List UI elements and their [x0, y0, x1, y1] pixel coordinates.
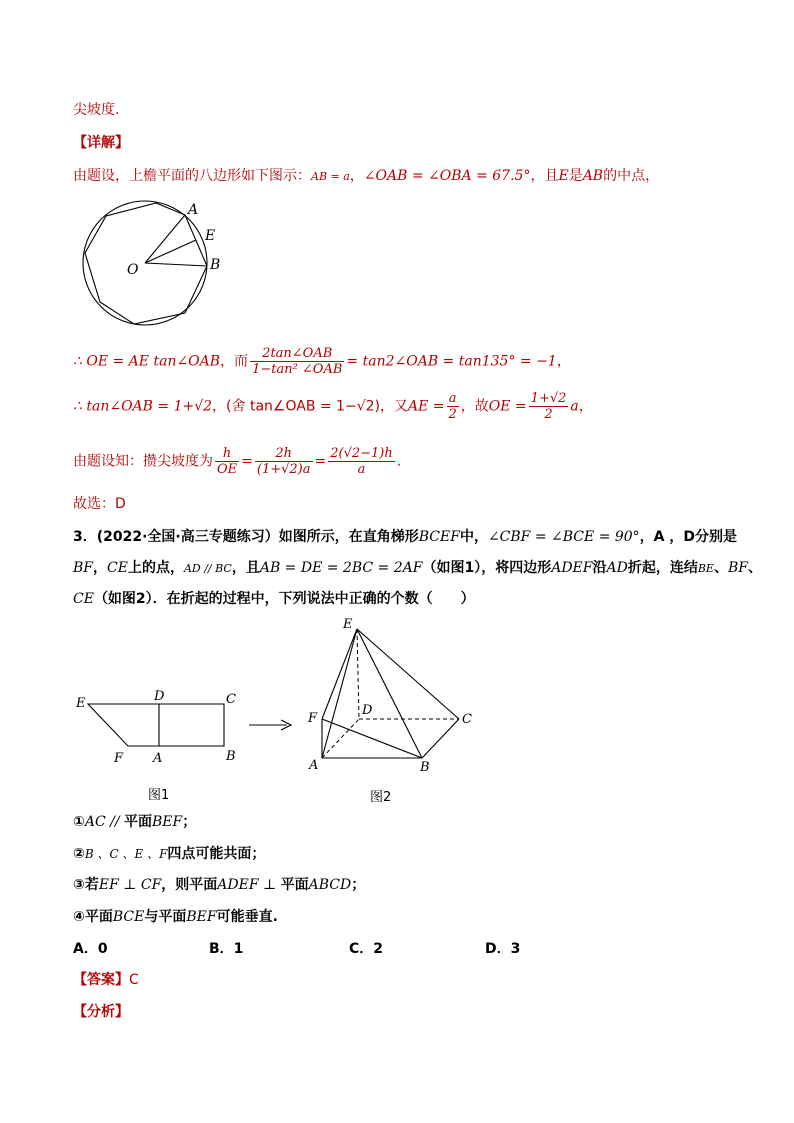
fig1-label-d: D — [154, 689, 165, 704]
option-a: A．0 — [73, 941, 108, 957]
solution-line-4: 由题设知：攒尖坡度为 $\frac{h}{OE}$ = $\frac{2h}{(1+√2)a}$ = $\frac{2(√2-1)h}{a}$ . — [73, 446, 402, 477]
fig2-label-a: A — [309, 758, 319, 773]
analysis-heading: 【分析】 — [73, 1004, 129, 1020]
segment-oe — [145, 240, 196, 263]
fig1-label-b: B — [226, 749, 236, 764]
fig1-caption: 图1 — [148, 788, 170, 803]
label-o: O — [127, 262, 139, 278]
figure-1-trapezoid — [70, 680, 250, 805]
choose-answer: 故选：D — [73, 496, 126, 512]
edge-fb — [322, 719, 422, 758]
fig1-label-f: F — [114, 751, 124, 766]
fig1-label-c: C — [226, 692, 236, 707]
answer-line — [73, 970, 139, 990]
solution-line-3: ∴ tan∠OAB = 1+√2，(舍 tan∠OAB = 1−√2)，又AE = $\frac{a}{2}$ ，故OE = $\frac{1+√2}{2}$ a， — [73, 391, 593, 422]
label-e: E — [205, 228, 216, 244]
edge-bc — [422, 719, 459, 758]
edge-eb — [357, 629, 422, 758]
fig2-label-f: F — [308, 711, 318, 726]
segment-ob — [145, 263, 207, 266]
text-fragment: 尖坡度. — [73, 102, 120, 118]
question-3-line-2: BF，CE上的点，AD // BC，且AB = DE = 2BC = 2AF（如图1），将四边形ADEF沿AD折起，连结BE、BF、 — [73, 560, 762, 576]
edge-ef — [322, 629, 357, 719]
fig1-label-a: A — [153, 751, 163, 766]
solution-line-1: 由题设，上檐平面的八边形如下图示：AB = a，∠OAB = ∠OBA = 67.5°，且E是AB的中点， — [73, 168, 660, 184]
fig2-label-b: B — [420, 760, 430, 775]
arrow-icon — [247, 718, 295, 732]
fig2-label-c: C — [462, 712, 472, 727]
trapezoid-bcef — [88, 704, 224, 746]
detail-heading: 【详解】 — [73, 135, 129, 151]
statement-2: ②B 、C 、E 、F四点可能共面； — [73, 846, 266, 862]
fig2-caption: 图2 — [370, 790, 392, 805]
fig2-label-d: D — [362, 703, 373, 718]
octagon-figure — [78, 195, 238, 335]
statement-1: ①AC // 平面BEF； — [73, 814, 197, 830]
question-3-line-1: 3．(2022·全国·高三专题练习）如图所示，在直角梯形BCEF中，∠CBF = ∠BCE = 90°，A ，D分别是 — [73, 529, 738, 545]
option-d: D．3 — [485, 941, 521, 957]
fig1-label-e: E — [76, 696, 86, 711]
option-c: C．2 — [349, 941, 384, 957]
figure-2-solid — [300, 612, 485, 807]
edge-ed — [357, 629, 359, 719]
statement-4: ④平面BCE与平面BEF可能垂直. — [73, 909, 278, 925]
label-a: A — [188, 202, 199, 218]
edge-ea — [322, 629, 357, 758]
answer-value: C — [129, 972, 139, 988]
segment-oa — [145, 215, 185, 263]
question-3-line-3: CE（如图2）．在折起的过程中，下列说法中正确的个数（ ） — [73, 591, 475, 607]
fig2-label-e: E — [343, 617, 353, 632]
solution-line-2: ∴ OE = AE tan∠OAB，而 $\frac{\text{2tan∠OAB}}{\text{1−tan² ∠OAB}}$ = tan2∠OAB = tan135° = −1， — [73, 346, 571, 377]
answer-label: 【答案】 — [73, 972, 129, 988]
label-b: B — [210, 257, 221, 273]
option-b: B．1 — [209, 941, 244, 957]
statement-3: ③若EF ⊥ CF，则平面ADEF ⊥ 平面ABCD； — [73, 877, 366, 893]
